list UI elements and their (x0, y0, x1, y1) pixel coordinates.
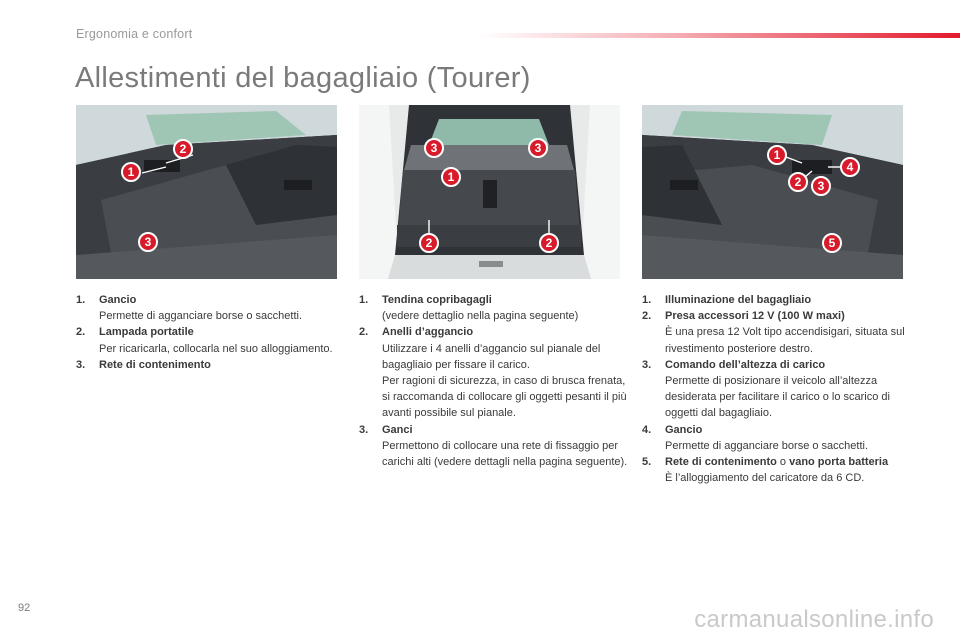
item-description: Permettono di collocare una rete di fissaggio per carichi alti (vedere dettagli nella pagina seguente). (382, 439, 628, 469)
trunk-photo-rear (359, 105, 620, 279)
legend-item (642, 292, 912, 308)
svg-text:2: 2 (425, 236, 433, 250)
item-title: Rete di contenimento (99, 358, 211, 371)
item-number: 2. (359, 326, 369, 339)
item-description: Permette di agganciare borse o sacchetti. (665, 439, 869, 452)
item-description: Permette di agganciare borse o sacchetti. (99, 310, 303, 323)
item-number: 1. (76, 294, 86, 306)
legend-column-2 (359, 292, 629, 470)
svg-text:2: 2 (545, 236, 553, 250)
trunk-photo-left-side (76, 105, 337, 279)
item-number: 2. (642, 310, 652, 323)
svg-text:2: 2 (179, 142, 187, 156)
item-description: Per ricaricarla, collocarla nel suo alloggiamento. (99, 342, 333, 355)
item-number: 5. (642, 456, 652, 469)
item-number: 4. (642, 423, 652, 436)
legend-item (359, 422, 629, 471)
legend-item (642, 357, 912, 422)
item-title-part-1: Rete di contenimento (665, 456, 777, 469)
watermark: carmanualsonline.info (694, 606, 934, 633)
legend-item (76, 292, 346, 324)
item-number: 3. (642, 358, 652, 371)
legend-item (76, 357, 346, 373)
trunk-photo-right-side (642, 105, 903, 279)
header-accent-bar (480, 33, 960, 38)
item-title: Gancio (665, 423, 703, 436)
item-title: Ganci (382, 423, 413, 436)
svg-text:5: 5 (828, 236, 836, 250)
item-title-part-2: vano porta batteria (789, 456, 889, 469)
item-description: È una presa 12 Volt tipo accendisigari, situata sul rivestimento posteriore destro. (665, 326, 905, 355)
item-title: Comando dell’altezza di carico (665, 358, 826, 371)
svg-text:3: 3 (817, 179, 825, 193)
item-title: Illuminazione del bagagliaio (665, 294, 812, 306)
item-number: 3. (76, 358, 86, 371)
item-description: Permette di posizionare il veicolo all’altezza desiderata per facilitare il carico o lo scarico di oggetti dal bagagliaio. (665, 375, 890, 420)
svg-text:1: 1 (773, 148, 781, 162)
item-title-joiner: o (776, 456, 790, 469)
legend-item (359, 324, 629, 421)
svg-text:3: 3 (144, 235, 152, 249)
item-number: 3. (359, 423, 369, 436)
svg-text:4: 4 (846, 160, 854, 174)
svg-text:3: 3 (430, 141, 438, 155)
item-title (665, 454, 912, 470)
page-title: Allestimenti del bagagliaio (Tourer) (75, 62, 531, 94)
legend-item (642, 454, 912, 486)
item-title: Anelli d’aggancio (382, 326, 474, 339)
item-number: 1. (359, 294, 369, 306)
item-description: Utilizzare i 4 anelli d’aggancio sul pianale del bagagliaio per fissare il carico. (382, 342, 601, 371)
item-safety-note: Per ragioni di sicurezza, in caso di brusca frenata, si raccomanda di collocare gli oggetti pesanti il più avanti possibile sul pianale. (382, 375, 627, 420)
svg-text:2: 2 (794, 175, 802, 189)
legend-column-1 (76, 292, 346, 373)
legend-item (642, 308, 912, 357)
item-title: Tendina copribagagli (382, 294, 492, 306)
legend-column-3 (642, 292, 912, 486)
svg-text:1: 1 (447, 170, 455, 184)
item-number: 2. (76, 326, 86, 339)
item-title: Presa accessori 12 V (100 W maxi) (665, 310, 845, 323)
item-description: (vedere dettaglio nella pagina seguente) (382, 310, 579, 323)
legend-item (642, 422, 912, 454)
legend-item (76, 324, 346, 356)
item-title: Gancio (99, 294, 137, 306)
svg-text:1: 1 (127, 165, 135, 179)
section-label: Ergonomia e confort (76, 27, 193, 41)
page-number: 92 (18, 602, 31, 614)
item-number: 1. (642, 294, 652, 306)
item-description: È l’alloggiamento del caricatore da 6 CD. (665, 472, 865, 485)
legend-item (359, 292, 629, 324)
item-title: Lampada portatile (99, 326, 194, 339)
svg-text:3: 3 (534, 141, 542, 155)
